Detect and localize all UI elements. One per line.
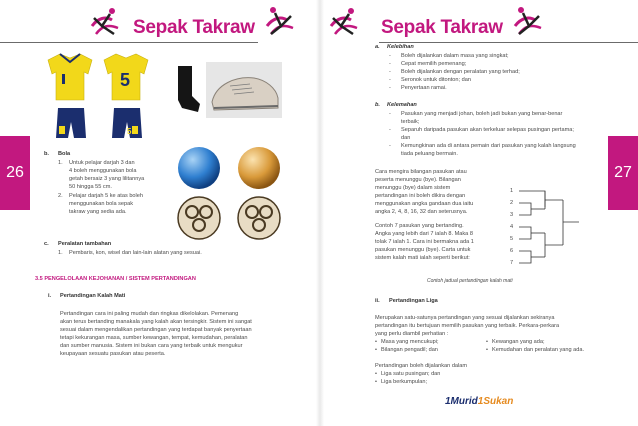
- paragraph-line: tolak 7 ialah 1. Cara ini bermakna ada 1: [375, 239, 474, 245]
- sepak-takraw-player-logo: [327, 4, 361, 38]
- bullet: •: [486, 339, 488, 345]
- balls-image: [172, 146, 286, 242]
- right-page: [319, 0, 638, 426]
- kelemahan-item: Separuh daripada pasukan akan terkeluar selepas pusingan pertama;: [401, 127, 574, 133]
- bracket-number: 2: [510, 200, 514, 206]
- list-item: Bilangan pengadil; dan: [381, 347, 438, 353]
- paragraph-line: menunggu (bye) dalam sistem: [375, 185, 451, 191]
- kelebihan-item: Boleh dijalankan dalam masa yang singkat;: [401, 53, 509, 59]
- kelemahan-item: Pasukan yang menjadi johan, boleh jadi bukan yang benar-benar: [401, 111, 563, 117]
- paragraph-line: menggunakan angka gandaan dua iaitu: [375, 201, 474, 207]
- paragraph-line: Merupakan satu-satunya pertandingan yang sesuai dijalankan sekiranya: [375, 315, 555, 321]
- bullet: •: [375, 339, 377, 345]
- paragraph-line: pertandingan itu bertujuan memilih pasukan yang terbaik. Perkara-perkara: [375, 323, 560, 329]
- bracket-number: 5: [510, 236, 514, 242]
- header-rule: [0, 42, 258, 43]
- paragraph-line: keupayaan sesuatu pasukan atau peserta.: [60, 351, 166, 357]
- list-item: Liga satu pusingan; dan: [381, 371, 441, 377]
- paragraph-line: Angka yang lebih dari 7 ialah 8. Maka 8: [375, 231, 473, 237]
- footer-logo-part2: 1Sukan: [477, 396, 514, 407]
- paragraph-line: akan terus bertanding manakala yang kalah akan tersingkir. Sistem ini sangat: [60, 319, 252, 325]
- paragraph-line: dan sumber manusia. Sistem ini bukan cara yang terbaik untuk mengukur: [60, 343, 243, 349]
- bracket-caption: Contoh jadual pertandingan kalah mati: [427, 278, 513, 284]
- svg-text:5: 5: [120, 70, 131, 90]
- footer-logo-part1: 1Murid: [445, 396, 478, 407]
- bola-item-line: Untuk pelajar darjah 3 dan: [69, 160, 135, 166]
- paragraph-line: Cara mengira bilangan pasukan atau: [375, 169, 467, 175]
- sepak-takraw-player-logo: [88, 4, 122, 38]
- bola-item-line: Pelajar darjah 5 ke atas boleh: [69, 193, 144, 199]
- bola-item-line: 50 hingga 55 cm.: [69, 184, 112, 190]
- bola-item-number: 2.: [58, 193, 63, 199]
- bola-item-number: 1.: [58, 160, 63, 166]
- bullet: •: [375, 379, 377, 385]
- list-item: Kemudahan dan peralatan yang ada.: [492, 347, 585, 353]
- kelebihan-item: Cepat memilih pemenang;: [401, 61, 467, 67]
- paragraph-line: sistem kalah mati ialah seperti berikut:: [375, 255, 470, 261]
- left-header: [0, 6, 319, 42]
- right-header: [319, 6, 638, 42]
- page-title-left: Sepak Takraw: [133, 17, 255, 38]
- liga2-number: ii.: [375, 298, 380, 304]
- bracket-number: 3: [510, 212, 514, 218]
- bullet: -: [389, 85, 391, 91]
- knockout-bracket: [517, 186, 601, 270]
- footer-logo: [445, 396, 513, 407]
- paragraph-line: Pertandingan boleh dijalankan dalam: [375, 363, 468, 369]
- section-letter-b: b.: [44, 151, 49, 157]
- liga2-heading: Pertandingan Liga: [389, 298, 438, 304]
- bullet: •: [486, 347, 488, 353]
- socks-image: [172, 64, 202, 114]
- paragraph-line: angka 2, 4, 8, 16, 32 dan seterusnya.: [375, 209, 468, 215]
- kelemahan-item: Kemungkinan ada di antara pemain dari pasukan yang kalah langsung: [401, 143, 576, 149]
- kelemahan-item: tiada peluang bermain.: [401, 151, 458, 157]
- paragraph-line: pertandingan ini boleh dikira dengan: [375, 193, 466, 199]
- page-number-right: 27: [608, 136, 638, 210]
- kelebihan-letter: a.: [375, 44, 380, 50]
- kelebihan-item: Seronok untuk ditonton; dan: [401, 77, 471, 83]
- paragraph-line: Contoh 7 pasukan yang bertanding.: [375, 223, 464, 229]
- kelebihan-heading: Kelebihan: [387, 44, 414, 50]
- kelebihan-item: Penyertaan ramai.: [401, 85, 447, 91]
- bullet: -: [389, 53, 391, 59]
- kelemahan-item: dan: [401, 135, 411, 141]
- bola-item-line: menggunakan bola sepak: [69, 201, 134, 207]
- bola-heading: Bola: [58, 151, 71, 157]
- kelemahan-item: terbaik;: [401, 119, 420, 125]
- list-item: Liga berkumpulan;: [381, 379, 428, 385]
- bracket-number: 6: [510, 248, 514, 254]
- rubber-ball-orange: [238, 147, 280, 189]
- bracket-number: 1: [510, 188, 514, 194]
- bullet: -: [389, 127, 391, 133]
- sepak-takraw-player-logo: [511, 4, 545, 38]
- kelebihan-item: Boleh dijalankan dengan peralatan yang terhad;: [401, 69, 520, 75]
- peralatan-item: Pembaris, kon, wisel dan lain-lain alatan yang sesuai.: [69, 250, 202, 256]
- bullet: -: [389, 69, 391, 75]
- bullet: -: [389, 111, 391, 117]
- page-title-right: Sepak Takraw: [381, 17, 503, 38]
- peralatan-heading: Peralatan tambahan: [58, 241, 112, 247]
- liga-heading: Pertandingan Kalah Mati: [60, 293, 126, 299]
- list-item: Kewangan yang ada;: [492, 339, 545, 345]
- jersey-shorts-image: [42, 52, 160, 150]
- bracket-number: 4: [510, 224, 514, 230]
- sepak-takraw-player-logo: [263, 4, 297, 38]
- shoe-image: [206, 62, 282, 118]
- paragraph-line: sesuai dalam mengendalikan pertandingan yang terdapat banyak penyertaan: [60, 327, 252, 333]
- svg-text:5: 5: [127, 127, 132, 136]
- bullet: -: [389, 77, 391, 83]
- paragraph-line: pasukan menunggu (bye). Carta untuk: [375, 247, 471, 253]
- section-title: 3.5 PENGELOLAAN KEJOHANAN / SISTEM PERTANDINGAN: [35, 276, 196, 282]
- rattan-ball: [178, 197, 220, 239]
- paragraph-line: peserta menunggu (bye). Bilangan: [375, 177, 461, 183]
- bola-item-line: getah bersaiz 3 yang lilitannya: [69, 176, 145, 182]
- paragraph-line: tetapi kekurangan masa, sumber kewangan, tempat, kemudahan, peralatan: [60, 335, 248, 341]
- bola-item-line: 4 boleh menggunakan bola: [69, 168, 137, 174]
- bullet: -: [389, 143, 391, 149]
- section-letter-c: c.: [44, 241, 49, 247]
- page-number-left: 26: [0, 136, 30, 210]
- liga-number: i.: [48, 293, 52, 299]
- header-rule: [379, 42, 638, 43]
- paragraph-line: Pertandingan cara ini paling mudah dan ringkas dikelolakan. Pemenang: [60, 311, 239, 317]
- rubber-ball-blue: [178, 147, 220, 189]
- kelemahan-heading: Kelemahan: [387, 102, 417, 108]
- kelemahan-letter: b.: [375, 102, 380, 108]
- bullet: •: [375, 347, 377, 353]
- bola-item-line: takraw yang sedia ada.: [69, 209, 127, 215]
- bullet: -: [389, 61, 391, 67]
- peralatan-item-number: 1.: [58, 250, 63, 256]
- bullet: •: [375, 371, 377, 377]
- paragraph-line: yang perlu diambil perhatian :: [375, 331, 449, 337]
- list-item: Masa yang mencukupi;: [381, 339, 439, 345]
- rattan-ball: [238, 197, 280, 239]
- bracket-number: 7: [510, 260, 514, 266]
